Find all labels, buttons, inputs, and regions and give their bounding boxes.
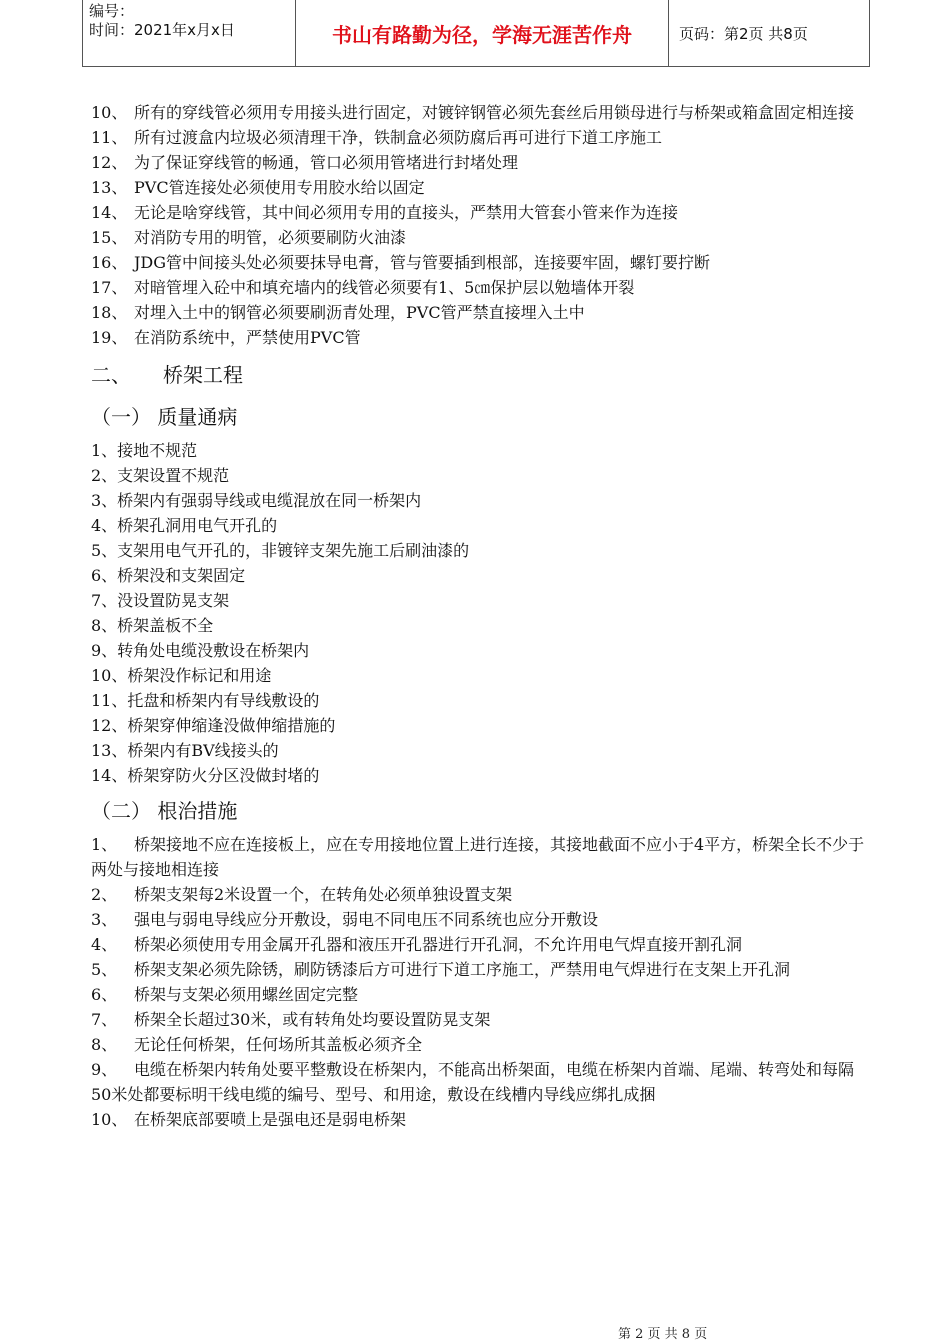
list-item-number: 3、 [91,910,118,929]
list-item-text: 所有过渡盒内垃圾必须清理干净，铁制盒必须防腐后再可进行下道工序施工 [134,128,663,147]
header-motto: 书山有路勤为径，学海无涯苦作舟 [296,0,669,67]
list-item [91,250,871,275]
list-item-text: 对暗管埋入砼中和填充墙内的线管必须要有1、5㎝保护层以勉墙体开裂 [134,278,635,297]
defect-item: 4、桥架孔洞用电气开孔的 [91,516,278,535]
subsection-heading-defects: （一） 质量通病 [91,405,238,429]
list-item-text: JDG管中间接头处必须要抹导电膏，管与管要插到根部，连接要牢固，螺钉要拧断 [134,253,711,272]
list-item-number: 18、 [91,303,128,322]
list-item-number: 17、 [91,278,128,297]
document-body [91,100,871,1132]
defect-item: 13、桥架内有BV线接头的 [91,741,279,760]
list-item-number: 14、 [91,203,128,222]
measures-list [91,832,871,1132]
list-item-text: 桥架接地不应在连接板上，应在专用接地位置上进行连接，其接地截面不应小于4平方，桥架全长不少于两处与接地相连接 [91,835,865,879]
list-item-number: 11、 [91,128,128,147]
list-item-text: 所有的穿线管必须用专用接头进行固定，对镀锌钢管必须先套丝后用锁母进行与桥架或箱盒固定相连接 [134,103,855,122]
defect-item: 10、桥架没作标记和用途 [91,666,272,685]
list-item [91,200,871,225]
list-item-text: 在消防系统中，严禁使用PVC管 [134,328,361,347]
measure-item [91,957,871,982]
pipe-items-list [91,100,871,350]
measure-item [91,1107,871,1132]
header-page-info: 页码：第2页 共8页 [669,0,870,67]
page-footer: 第 2 页 共 8 页 [618,1327,708,1342]
list-item [91,225,871,250]
page-header [82,0,870,67]
list-item-number: 13、 [91,178,128,197]
list-item-number: 6、 [91,985,118,1004]
subsection-heading-measures: （二） 根治措施 [91,799,238,823]
list-item [91,150,871,175]
list-item-text: 在桥架底部要喷上是强电还是弱电桥架 [134,1110,407,1129]
list-item-number: 8、 [91,1035,118,1054]
list-item-text: 桥架全长超过30米，或有转角处均要设置防晃支架 [134,1010,491,1029]
section-number: 二、 [91,363,131,387]
list-item [91,100,871,125]
measure-item [91,1032,871,1057]
list-item-number: 10、 [91,1110,128,1129]
list-item-text: 桥架支架每2米设置一个，在转角处必须单独设置支架 [134,885,513,904]
list-item-number: 1、 [91,835,118,854]
list-item-number: 10、 [91,103,128,122]
defect-item: 7、没设置防晃支架 [91,591,230,610]
measure-item [91,932,871,957]
list-item-text: 无论是啥穿线管，其中间必须用专用的直接头，严禁用大管套小管来作为连接 [134,203,679,222]
list-item-text: 对消防专用的明管，必须要刷防火油漆 [134,228,407,247]
measure-item [91,907,871,932]
measure-item [91,832,871,882]
list-item-number: 19、 [91,328,128,347]
measure-item [91,1057,871,1107]
measure-item [91,882,871,907]
defect-item: 2、支架设置不规范 [91,466,230,485]
defect-item: 6、桥架没和支架固定 [91,566,246,585]
list-item [91,275,871,300]
defect-item: 5、支架用电气开孔的，非镀锌支架先施工后刷油漆的 [91,541,470,560]
number-label: 编号： [89,2,135,20]
list-item [91,125,871,150]
defect-item: 14、桥架穿防火分区没做封堵的 [91,766,320,785]
list-item [91,300,871,325]
list-item-text: 桥架必须使用专用金属开孔器和液压开孔器进行开孔洞，不允许用电气焊直接开割孔洞 [134,935,743,954]
list-item-number: 7、 [91,1010,118,1029]
section-heading [91,360,871,390]
defect-item: 12、桥架穿伸缩逢没做伸缩措施的 [91,716,336,735]
list-item-text: 桥架与支架必须用螺丝固定完整 [134,985,359,1004]
list-item-text: 桥架支架必须先除锈，刷防锈漆后方可进行下道工序施工，严禁用电气焊进行在支架上开孔洞 [134,960,791,979]
list-item-text: 无论任何桥架，任何场所其盖板必须齐全 [134,1035,423,1054]
list-item-number: 15、 [91,228,128,247]
list-item-text: 对埋入土中的钢管必须要刷沥青处理，PVC管严禁直接埋入土中 [134,303,585,322]
defect-item: 9、转角处电缆没敷设在桥架内 [91,641,310,660]
defect-item: 11、托盘和桥架内有导线敷设的 [91,691,320,710]
list-item-number: 16、 [91,253,128,272]
defect-item: 1、接地不规范 [91,441,198,460]
time-label: 时间：2021年x月x日 [89,21,235,39]
list-item-text: 为了保证穿线管的畅通，管口必须用管堵进行封堵处理 [134,153,519,172]
list-item-text: 电缆在桥架内转角处要平整敷设在桥架内，不能高出桥架面，电缆在桥架内首端、尾端、转弯处和每隔50米处都要标明干线电缆的编号、型号、和用途，敷设在线槽内导线应绑扎成捆 [91,1060,855,1104]
list-item-number: 4、 [91,935,118,954]
list-item-number: 9、 [91,1060,118,1079]
measure-item [91,1007,871,1032]
defects-list [91,438,871,788]
measure-item [91,982,871,1007]
list-item-text: PVC管连接处必须使用专用胶水给以固定 [134,178,425,197]
list-item [91,325,871,350]
list-item [91,175,871,200]
defect-item: 3、桥架内有强弱导线或电缆混放在同一桥架内 [91,491,422,510]
list-item-number: 12、 [91,153,128,172]
list-item-number: 2、 [91,885,118,904]
header-meta [83,0,296,67]
section-title: 桥架工程 [163,363,243,387]
defect-item: 8、桥架盖板不全 [91,616,214,635]
list-item-number: 5、 [91,960,118,979]
list-item-text: 强电与弱电导线应分开敷设，弱电不同电压不同系统也应分开敷设 [134,910,599,929]
